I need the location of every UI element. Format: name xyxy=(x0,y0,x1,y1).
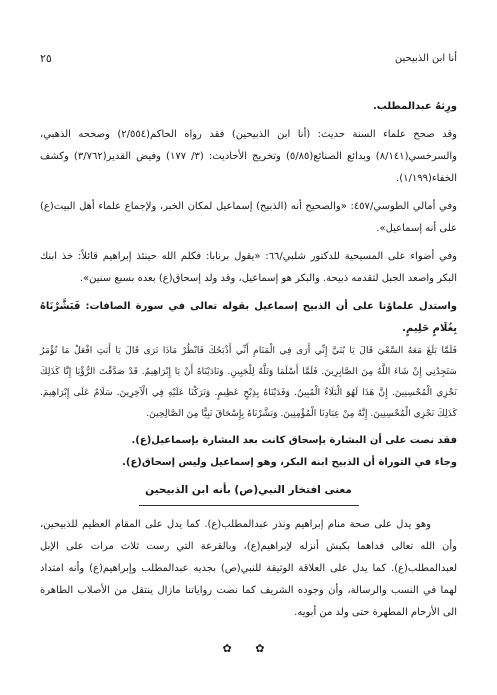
paragraph-3: وفي أمالي الطوسي/٤٥٧: «والصحيح أنه (الذبيح) إسماعيل لمكان الخبر، ولإجماع علماء أهل البيت(ع) على أنه إسماعيل». xyxy=(40,201,457,234)
paragraph-2: وقد صحح علماء السنة حديث: (أنا ابن الذبيحين) فقد رواه الحاكم(٢/٥٥٤) وصححه الذهبي، والسرخسي(٨/١٤١) وبدائع الصنائع(٥/٨٥) وتخريج الأحاديث: (٣/ ١٧٧) وفيض القدير(٣/٧٦٢) وكشف الخفاء(١/١٩٩). xyxy=(40,129,457,184)
paragraph-7: فقد نصت على أن البشارة بإسحاق كانت بعد البشارة بإسماعيل(ع). xyxy=(131,435,457,446)
page-number: ٢٥ xyxy=(40,52,52,65)
paragraph-5: واستدل علماؤنا على أن الذبيح إسماعيل بقوله تعالى في سورة الصافات: فَبَشَّرْنَاهُ بِغُلَامٍ حَلِيمٍ. xyxy=(40,301,457,334)
paragraph-4: وفي أضواء على المسيحية للدكتور شلبي/٦٦: «يقول برنابا: فكلم الله حينئذ إبراهيم قائلاً: خذ ابنك البكر واصعد الجبل لتقدمه ذبيحة. والبكر هو إسماعيل، وقد ولد إسحاق(ع) بعده بسبع سنين». xyxy=(40,251,457,284)
body-text xyxy=(40,96,457,624)
section-title: معنى افتخار النبي(ص) بأنه ابن الذبيحين xyxy=(139,480,359,506)
paragraph-8: وجاء في التوراة أن الذبيح ابنه البكر، وهو إسماعيل وليس إسحاق(ع). xyxy=(122,457,457,468)
ornament: ✿ ✿ xyxy=(222,642,275,655)
paragraph-1: ورِثهُ عبدالمطلب. xyxy=(372,101,457,112)
quran-verses: فَلَمَّا بَلَغَ مَعَهُ السَّعْيَ قَالَ يَا بُنَيَّ إِنِّي أَرَى فِي الْمَنَامِ أَنِّي أَذْبَحُكَ فَانْظُرْ مَاذَا تَرَى قَالَ يَا أَبَتِ افْعَلْ مَا تُؤْمَرُ سَتَجِدُنِي إِنْ شَاءَ اللَّهُ مِنَ الصَّابِرِينَ. فَلَمَّا أَسْلَمَا وَتَلَّهُ لِلْجَبِينِ. وَنَادَيْنَاهُ أَنْ يَا إِبْرَاهِيمُ. قَدْ صَدَّقْتَ الرُّؤْيَا إِنَّا كَذَلِكَ نَجْزِي الْمُحْسِنِينَ. إِنَّ هَذَا لَهُوَ الْبَلَاءُ الْمُبِينُ. وَفَدَيْنَاهُ بِذِبْحٍ عَظِيمٍ. وَتَرَكْنَا عَلَيْهِ فِي الْآخِرِينَ. سَلَامٌ عَلَى إِبْرَاهِيمَ. كَذَلِكَ نَجْزِي الْمُحْسِنِينَ. إِنَّهُ مِنْ عِبَادِنَا الْمُؤْمِنِينَ. وَبَشَّرْنَاهُ بِإِسْحَاقَ نَبِيًّا مِنَ الصَّالِحِينَ. xyxy=(40,345,457,419)
running-title: أنا ابن الذبيحين xyxy=(394,53,457,64)
page-header xyxy=(40,52,457,65)
closing-paragraph: وهو يدل على صحة منام إبراهيم ونذر عبدالمطلب(ع). كما يدل على المقام العظيم للذبيحين، وأن الله تعالى فداهما بكبش أنزله لإبراهيم(ع)، وبالقرعة التي رست ثلاث مرات على الإبل لعبدالمطلب(ع). كما يدل على العلاقة الوثيقة للنبي(ص) بجديه عبدالمطلب وإبراهيم(ع) وأنه امتداد لهما في النسب والرسالة، وأن وجوده الشريف كما نصت رواياتنا مازال ينتقل من الأصلاب الطاهرة الى الأرحام المطهرة حتى ولد من أبويه. xyxy=(40,519,457,618)
